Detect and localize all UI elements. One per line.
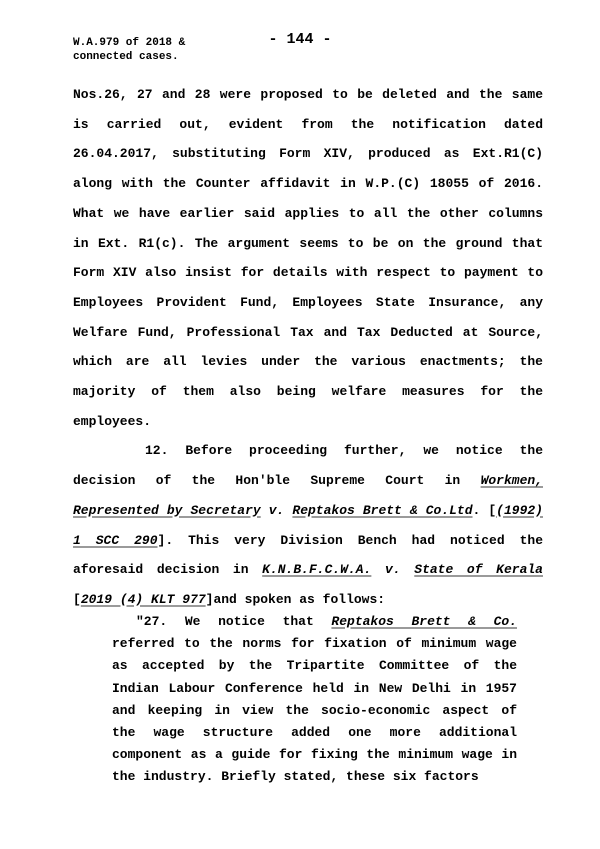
citation-state-of-kerala: State of Kerala bbox=[414, 562, 543, 578]
citation-knbfcwa: K.N.B.F.C.W.A. bbox=[262, 562, 372, 578]
page-number: - 144 - bbox=[268, 31, 332, 48]
quote-paragraph-27 bbox=[112, 611, 517, 789]
paragraph-12-text-4: [ bbox=[73, 591, 81, 607]
case-reference-line-2: connected cases. bbox=[73, 51, 179, 63]
paragraph-12-text-3: ]. This very Division Bench had noticed the aforesaid decision in bbox=[73, 532, 543, 578]
block-quote bbox=[112, 611, 517, 789]
paragraph-12-text-2: . [ bbox=[472, 502, 497, 518]
paragraph-12 bbox=[73, 436, 543, 614]
paragraph-continuation: Nos.26, 27 and 28 were proposed to be deleted and the same is carried out, evident from the notification dated 26.04.2017, substituting Form XIV, produced as Ext.R1(C) along with the Counter affidavit in W.P.(C) 18055 of 2016. What we have earlier said applies to all the other columns in Ext. R1(c). The argument seems to be on the ground that Form XIV also insist for details with respect to payment to Employees Provident Fund, Employees State Insurance, any Welfare Fund, Professional Tax and Tax Deducted at Source, which are all levies under the various enactments; the majority of them also being welfare measures for the employees. bbox=[73, 87, 543, 429]
paragraph-12-text-1: 12. Before proceeding further, we notice the decision of the Hon'ble Supreme Court in bbox=[73, 443, 543, 489]
case-reference-line-1: W.A.979 of 2018 & bbox=[73, 37, 186, 49]
paragraph-12-text-5: ]and spoken as follows: bbox=[205, 591, 386, 607]
quote-text-2: referred to the norms for fixation of minimum wage as accepted by the Tripartite Committee of the Indian Labour Conference held in New Delhi in 1957 and keeping in view the socio-economic aspect of the wage structure added one more additional component as a guide for fixing the minimum wage in the industry. Briefly stated, these six factors bbox=[112, 636, 517, 785]
judgment-body bbox=[73, 80, 543, 615]
citation-reptakos: Reptakos Brett & Co.Ltd bbox=[292, 502, 473, 518]
citation-workmen: Workmen, Represented by Secretary bbox=[73, 473, 543, 518]
citation-scc: (1992) 1 SCC 290 bbox=[73, 502, 543, 548]
quote-citation-reptakos: Reptakos Brett & Co. bbox=[331, 614, 517, 629]
citation-klt: 2019 (4) KLT 977 bbox=[80, 591, 206, 607]
versus-1: v. bbox=[260, 502, 293, 518]
versus-2: v. bbox=[371, 562, 415, 578]
quote-text-1: "27. We notice that bbox=[136, 614, 332, 629]
